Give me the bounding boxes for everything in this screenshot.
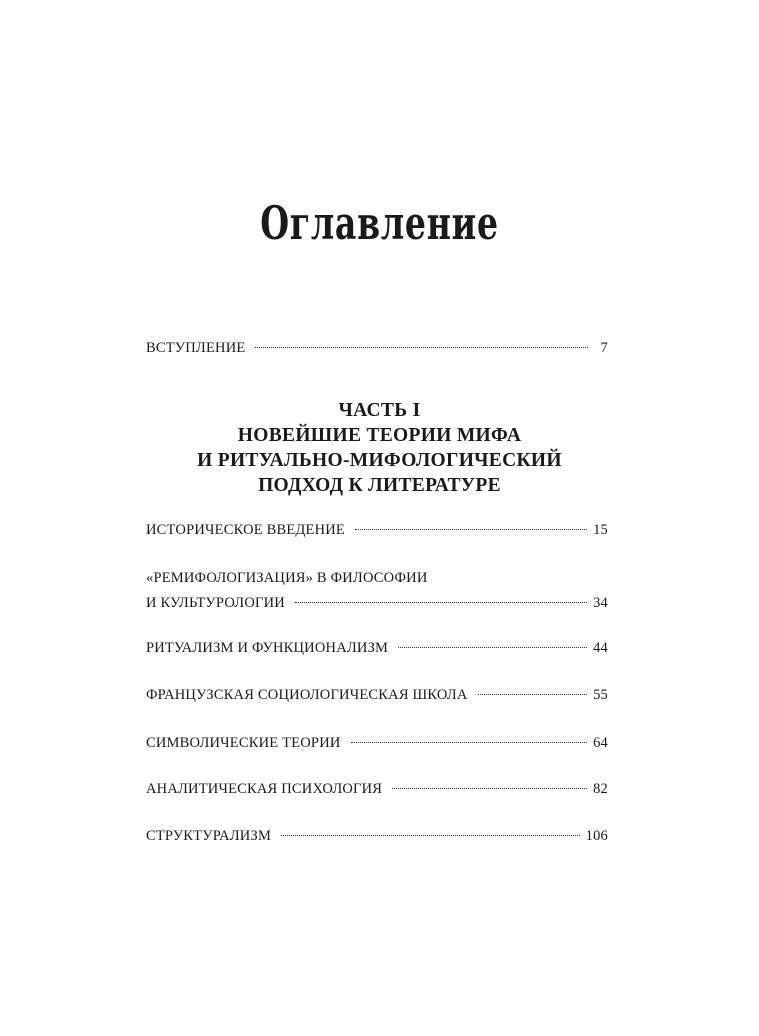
toc-entry-label: ИСТОРИЧЕСКОЕ ВВЕДЕНИЕ bbox=[146, 522, 345, 538]
toc-page-number: 106 bbox=[585, 828, 608, 844]
toc-page-number: 64 bbox=[593, 735, 608, 751]
part-title-line: НОВЕЙШИЕ ТЕОРИИ МИФА bbox=[237, 425, 522, 446]
toc-entry-remythologization[interactable] bbox=[146, 594, 608, 612]
toc-page-number: 34 bbox=[593, 595, 608, 611]
toc-entry-label-line1[interactable]: «РЕМИФОЛОГИЗАЦИЯ» В ФИЛОСОФИИ bbox=[146, 570, 428, 586]
toc-page-number: 7 bbox=[600, 340, 608, 356]
toc-entry-label: РИТУАЛИЗМ И ФУНКЦИОНАЛИЗМ bbox=[146, 640, 389, 656]
page-title: Оглавление bbox=[260, 196, 499, 250]
part-heading bbox=[0, 398, 759, 498]
toc-entry-label: ФРАНЦУЗСКАЯ СОЦИОЛОГИЧЕСКАЯ ШКОЛА bbox=[146, 687, 468, 703]
toc-leader-dots bbox=[255, 347, 588, 348]
part-title-line: И РИТУАЛЬНО-МИФОЛОГИЧЕСКИЙ bbox=[197, 450, 562, 471]
toc-entry-french-school[interactable] bbox=[146, 686, 608, 704]
toc-entry-intro[interactable] bbox=[146, 339, 608, 357]
toc-page-number: 55 bbox=[593, 687, 608, 703]
toc-leader-dots bbox=[355, 529, 587, 530]
part-title-line: ПОДХОД К ЛИТЕРАТУРЕ bbox=[258, 475, 501, 496]
toc-leader-dots bbox=[398, 647, 587, 648]
toc-entry-label: АНАЛИТИЧЕСКАЯ ПСИХОЛОГИЯ bbox=[146, 781, 383, 797]
toc-entry-ritualism[interactable] bbox=[146, 639, 608, 657]
toc-entry-symbolic[interactable] bbox=[146, 734, 608, 752]
toc-page-number: 15 bbox=[593, 522, 608, 538]
part-number: ЧАСТЬ I bbox=[338, 400, 421, 421]
toc-page-number: 44 bbox=[593, 640, 608, 656]
toc-entry-historical[interactable] bbox=[146, 521, 608, 539]
toc-entry-label: СТРУКТУРАЛИЗМ bbox=[146, 828, 272, 844]
toc-leader-dots bbox=[295, 602, 587, 603]
toc-entry-label: ВСТУПЛЕНИЕ bbox=[146, 340, 246, 356]
toc-leader-dots bbox=[351, 742, 588, 743]
toc-entry-structuralism[interactable] bbox=[146, 827, 608, 845]
toc-entry-label: СИМВОЛИЧЕСКИЕ ТЕОРИИ bbox=[146, 735, 341, 751]
toc-entry-label: И КУЛЬТУРОЛОГИИ bbox=[146, 595, 285, 611]
toc-entry-analytical[interactable] bbox=[146, 780, 608, 798]
toc-leader-dots bbox=[281, 835, 580, 836]
toc-page-number: 82 bbox=[593, 781, 608, 797]
toc-leader-dots bbox=[392, 788, 587, 789]
toc-leader-dots bbox=[478, 694, 588, 695]
